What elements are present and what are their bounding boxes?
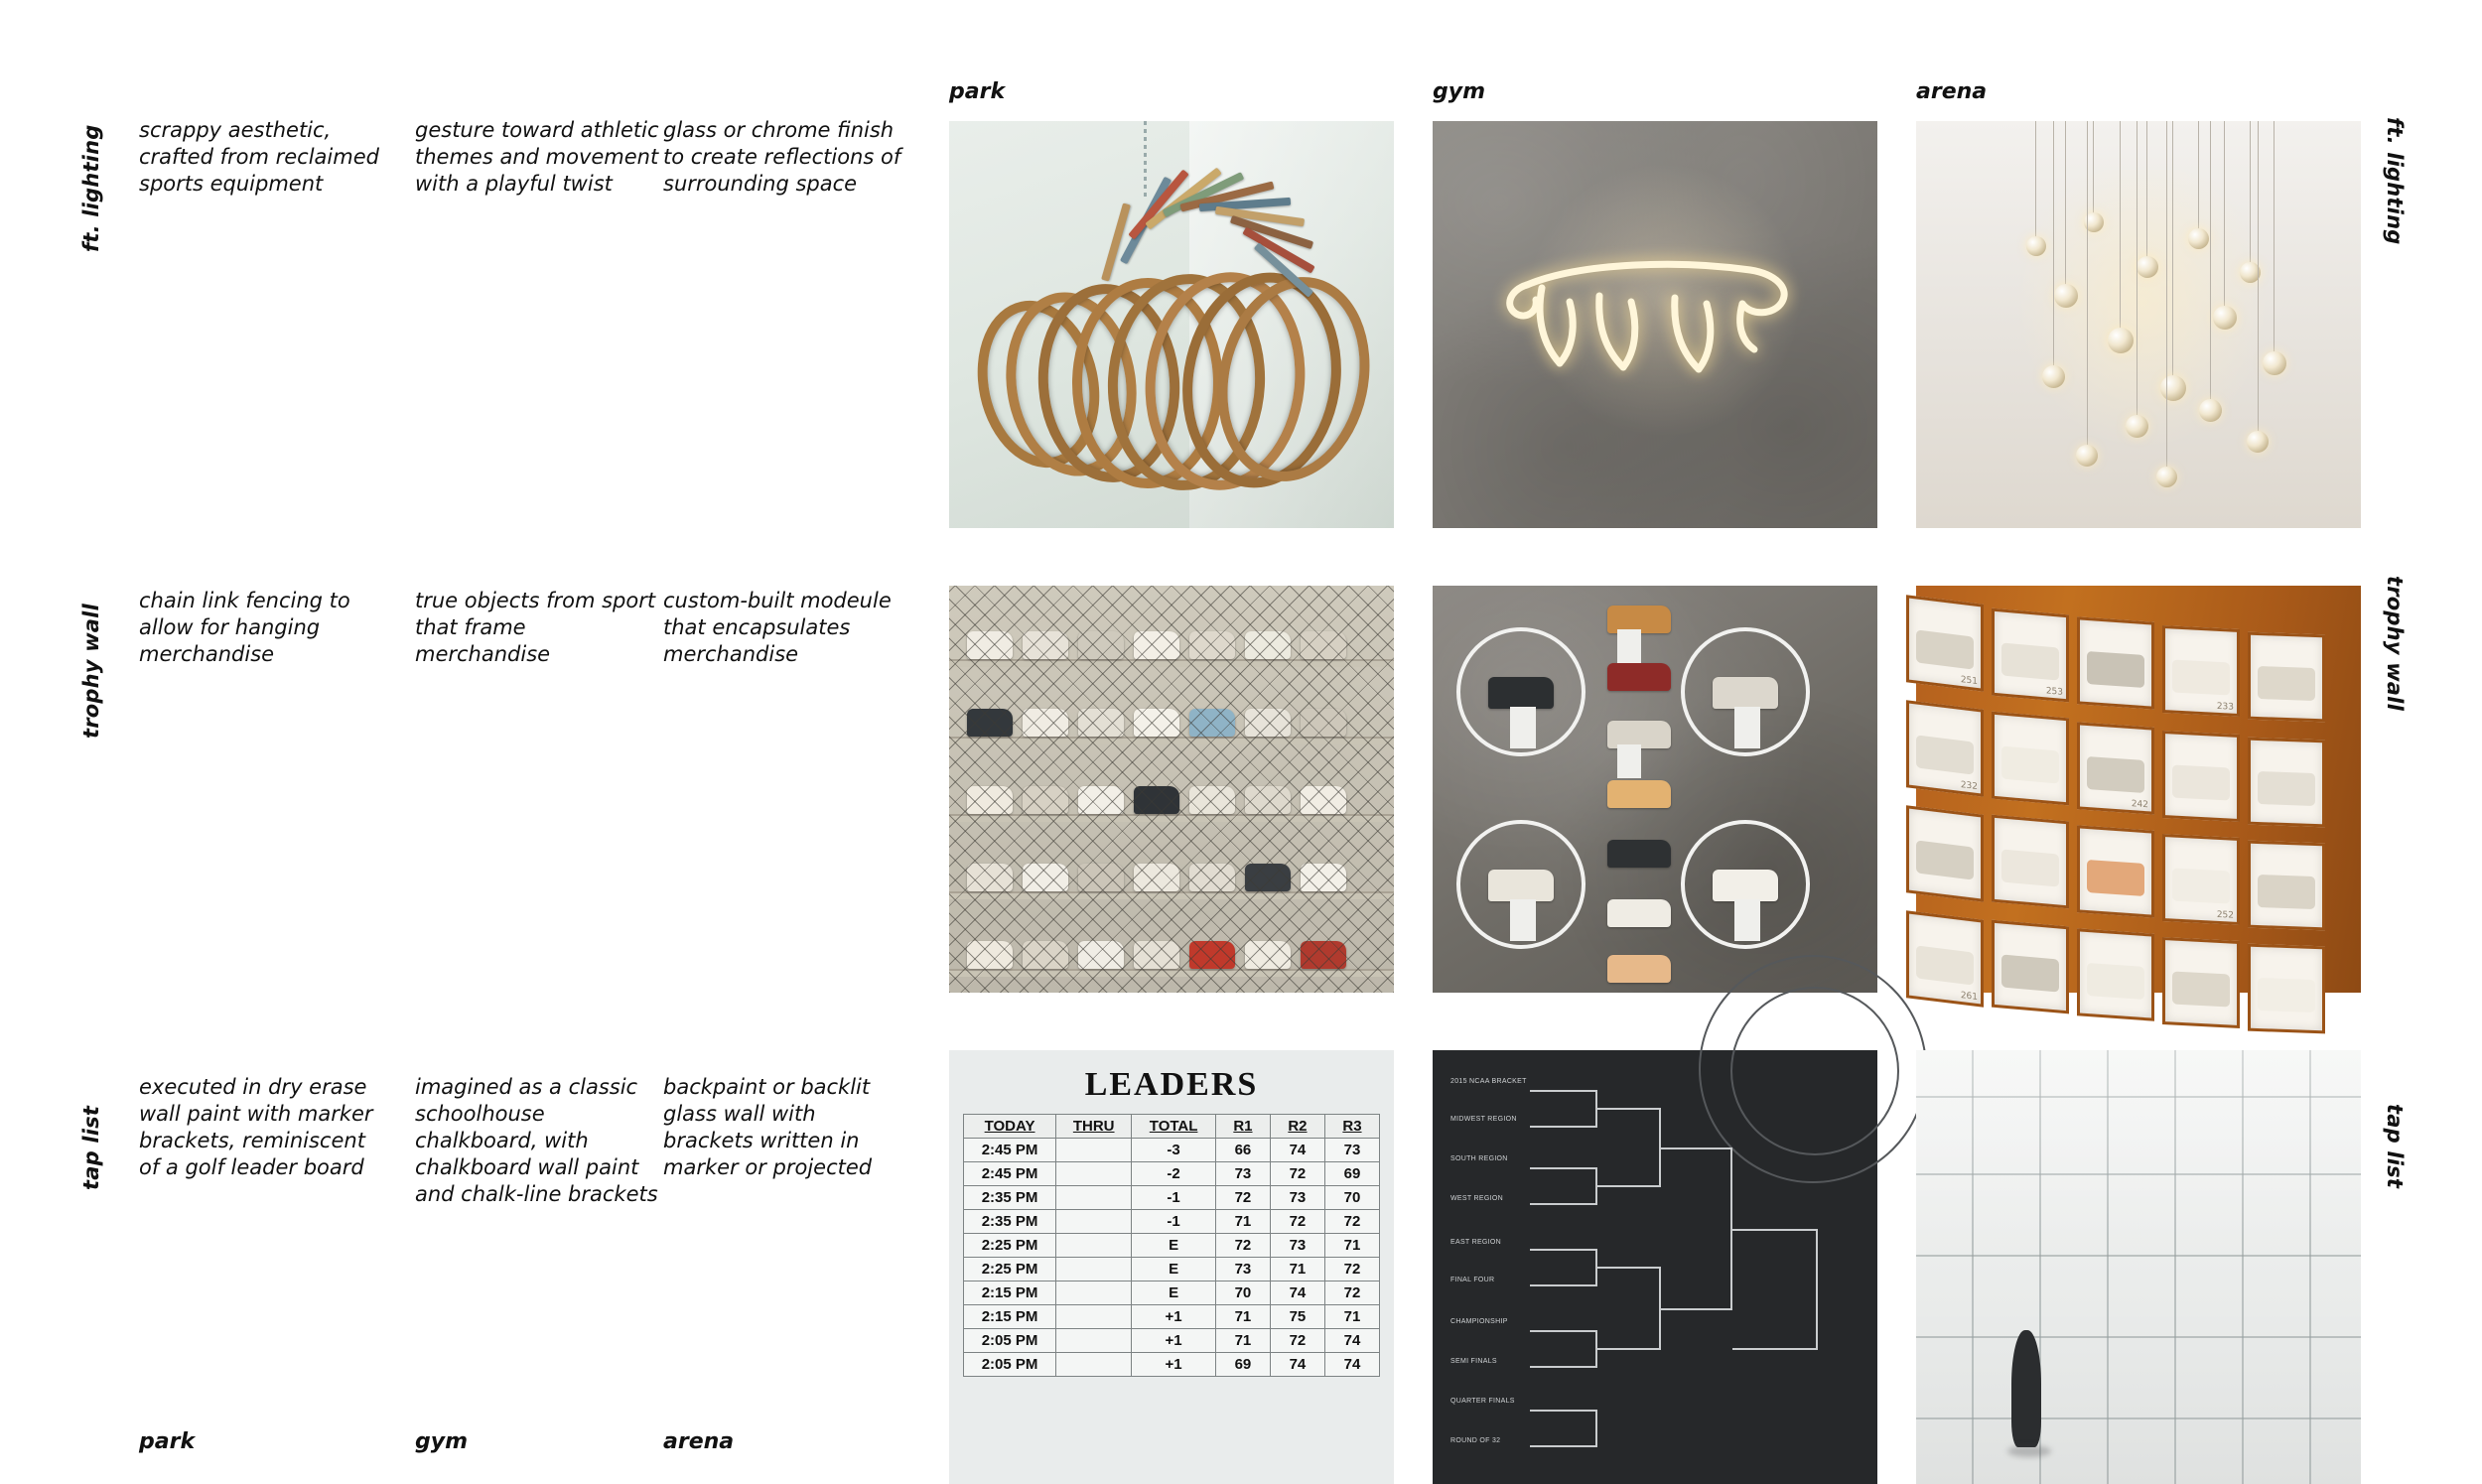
leaderboard-row — [964, 1162, 1380, 1186]
cell-today: 2:05 PM — [964, 1353, 1056, 1377]
cell-today: 2:35 PM — [964, 1210, 1056, 1234]
cell-r2: 72 — [1270, 1210, 1324, 1234]
desc-ft-lighting-gym: gesture toward athletic themes and movement with a playful twist — [415, 118, 659, 196]
cell-thru — [1056, 1139, 1132, 1162]
cell-r3: 71 — [1324, 1234, 1379, 1258]
image-chalkboard-tournament-bracket: 2015 NCAA BRACKET MIDWEST REGION SOUTH REGION WEST REGION EAST REGION FINAL FOUR CHAMPIONSHIP SEMI FINALS QUARTER FINALS ROUND OF 32 — [1433, 1050, 1877, 1484]
leaderboard-row — [964, 1282, 1380, 1305]
cell-thru — [1056, 1258, 1132, 1282]
cubby-number: 232 — [1960, 779, 1978, 793]
col-thru: THRU — [1056, 1115, 1132, 1139]
cell-r1: 71 — [1215, 1305, 1270, 1329]
row-label-left-tap-list: tap list — [79, 1105, 103, 1190]
image-backlit-glass-wall — [1916, 1050, 2361, 1484]
caption-bottom-arena: arena — [663, 1429, 735, 1454]
leaderboard-row — [964, 1258, 1380, 1282]
cubby-number: 233 — [2216, 701, 2234, 713]
cell-total: -3 — [1132, 1139, 1216, 1162]
cell-thru — [1056, 1162, 1132, 1186]
leaderboard-row — [964, 1210, 1380, 1234]
row-label-left-ft-lighting: ft. lighting — [79, 124, 103, 252]
caption-top-arena: arena — [1916, 79, 1988, 104]
image-neon-horse-light — [1433, 121, 1877, 528]
cell-r2: 74 — [1270, 1353, 1324, 1377]
leaderboard-row — [964, 1329, 1380, 1353]
desc-tap-list-gym: imagined as a classic schoolhouse chalkboard, with chalkboard wall paint and chalk-line brackets — [415, 1075, 658, 1206]
caption-bottom-gym: gym — [415, 1429, 469, 1454]
image-lit-cubby-sneaker-wall — [1916, 586, 2361, 1004]
cell-today: 2:05 PM — [964, 1329, 1056, 1353]
cell-r3: 72 — [1324, 1258, 1379, 1282]
image-basketball-hoop-sneaker-display — [1433, 586, 1877, 993]
cell-r3: 72 — [1324, 1282, 1379, 1305]
cell-r3: 71 — [1324, 1305, 1379, 1329]
cell-r2: 72 — [1270, 1162, 1324, 1186]
col-r2: R2 — [1270, 1115, 1324, 1139]
cell-today: 2:25 PM — [964, 1258, 1056, 1282]
image-golf-leaderboard — [949, 1050, 1394, 1484]
cell-r1: 70 — [1215, 1282, 1270, 1305]
cell-r1: 66 — [1215, 1139, 1270, 1162]
cell-today: 2:35 PM — [964, 1186, 1056, 1210]
cell-today: 2:15 PM — [964, 1305, 1056, 1329]
cell-r1: 72 — [1215, 1234, 1270, 1258]
cell-total: +1 — [1132, 1329, 1216, 1353]
cubby-number: 252 — [2216, 909, 2234, 921]
caption-bottom-park: park — [139, 1429, 196, 1454]
cell-r3: 72 — [1324, 1210, 1379, 1234]
leaderboard-header-row — [964, 1115, 1380, 1139]
cell-r3: 73 — [1324, 1139, 1379, 1162]
cell-today: 2:15 PM — [964, 1282, 1056, 1305]
cell-today: 2:25 PM — [964, 1234, 1056, 1258]
cubby-number: 261 — [1960, 990, 1978, 1004]
cell-r3: 70 — [1324, 1186, 1379, 1210]
row-label-right-trophy-wall: trophy wall — [2383, 576, 2407, 711]
desc-trophy-wall-arena: custom-built modeule that encapsulates merchandise — [663, 589, 892, 666]
desc-ft-lighting-park: scrappy aesthetic, crafted from reclaimed sports equipment — [139, 118, 379, 196]
cell-r1: 71 — [1215, 1329, 1270, 1353]
leaderboard-title: LEADERS — [1084, 1066, 1259, 1103]
cell-today: 2:45 PM — [964, 1139, 1056, 1162]
cell-r3: 74 — [1324, 1353, 1379, 1377]
row-label-right-ft-lighting: ft. lighting — [2383, 117, 2407, 245]
cell-total: -2 — [1132, 1162, 1216, 1186]
image-reclaimed-skateboard-chandelier — [949, 121, 1394, 528]
image-crystal-pendant-cluster — [1916, 121, 2361, 528]
cell-r2: 75 — [1270, 1305, 1324, 1329]
desc-trophy-wall-park: chain link fencing to allow for hanging merchandise — [139, 589, 350, 666]
cell-r3: 69 — [1324, 1162, 1379, 1186]
cell-total: +1 — [1132, 1305, 1216, 1329]
col-total: TOTAL — [1132, 1115, 1216, 1139]
col-today: TODAY — [964, 1115, 1056, 1139]
cell-r3: 74 — [1324, 1329, 1379, 1353]
desc-trophy-wall-gym: true objects from sport that frame merchandise — [415, 589, 656, 666]
image-chain-link-sneaker-shelving — [949, 586, 1394, 993]
cell-r1: 73 — [1215, 1258, 1270, 1282]
cell-r2: 73 — [1270, 1186, 1324, 1210]
cell-thru — [1056, 1186, 1132, 1210]
col-r1: R1 — [1215, 1115, 1270, 1139]
cell-thru — [1056, 1329, 1132, 1353]
leaderboard-row — [964, 1353, 1380, 1377]
cell-r1: 69 — [1215, 1353, 1270, 1377]
desc-tap-list-park: executed in dry erase wall paint with marker brackets, reminiscent of a golf leader board — [139, 1075, 373, 1179]
cell-thru — [1056, 1210, 1132, 1234]
cell-thru — [1056, 1305, 1132, 1329]
cell-r1: 71 — [1215, 1210, 1270, 1234]
desc-ft-lighting-arena: glass or chrome finish to create reflections of surrounding space — [663, 118, 901, 196]
cell-r2: 74 — [1270, 1282, 1324, 1305]
cell-r2: 74 — [1270, 1139, 1324, 1162]
cubby-number: 251 — [1960, 674, 1978, 688]
person-silhouette — [2011, 1330, 2041, 1447]
cell-r2: 71 — [1270, 1258, 1324, 1282]
cell-thru — [1056, 1353, 1132, 1377]
row-label-right-tap-list: tap list — [2383, 1104, 2407, 1189]
cell-total: -1 — [1132, 1210, 1216, 1234]
cell-total: -1 — [1132, 1186, 1216, 1210]
leaderboard-row — [964, 1186, 1380, 1210]
leaderboard-row — [964, 1234, 1380, 1258]
row-label-left-trophy-wall: trophy wall — [79, 604, 103, 739]
cell-thru — [1056, 1282, 1132, 1305]
leaderboard-table — [963, 1114, 1380, 1377]
cell-total: +1 — [1132, 1353, 1216, 1377]
cell-total: E — [1132, 1234, 1216, 1258]
cell-thru — [1056, 1234, 1132, 1258]
desc-tap-list-arena: backpaint or backlit glass wall with brackets written in marker or projected — [663, 1075, 873, 1179]
caption-top-park: park — [949, 79, 1006, 104]
cell-r1: 73 — [1215, 1162, 1270, 1186]
cell-total: E — [1132, 1258, 1216, 1282]
caption-top-gym: gym — [1433, 79, 1486, 104]
cell-r2: 72 — [1270, 1329, 1324, 1353]
leaderboard-row — [964, 1139, 1380, 1162]
col-r3: R3 — [1324, 1115, 1379, 1139]
leaderboard-row — [964, 1305, 1380, 1329]
cell-r1: 72 — [1215, 1186, 1270, 1210]
cell-r2: 73 — [1270, 1234, 1324, 1258]
cubby-number: 242 — [2131, 799, 2148, 811]
cubby-number: 253 — [2045, 686, 2063, 698]
cell-total: E — [1132, 1282, 1216, 1305]
cell-today: 2:45 PM — [964, 1162, 1056, 1186]
